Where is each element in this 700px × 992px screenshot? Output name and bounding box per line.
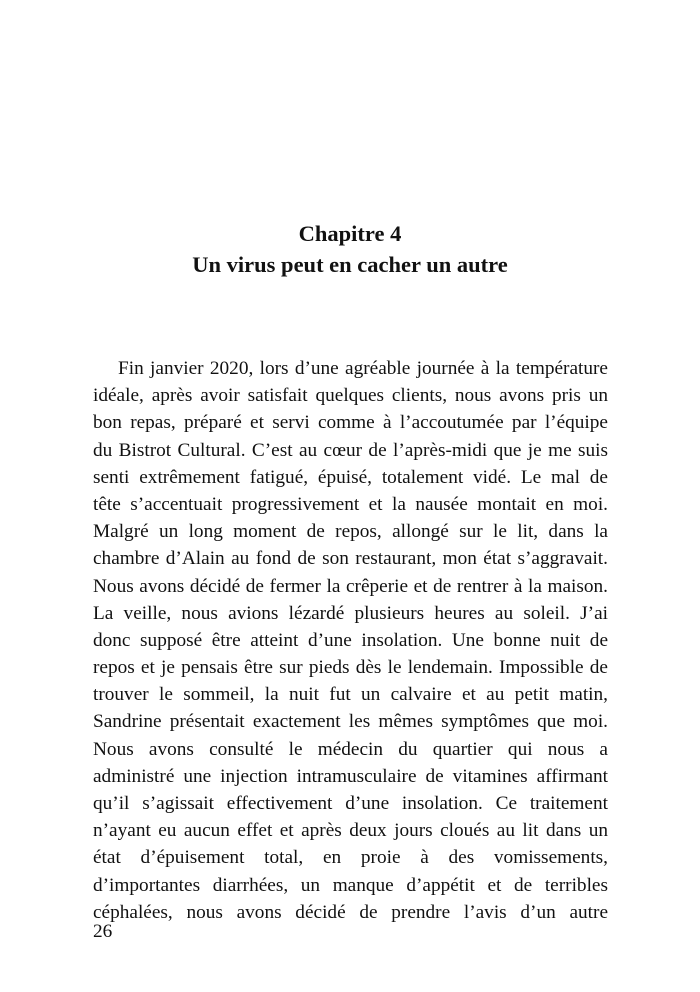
text-line: tête s’accentuait progressivement et la nausée montait en moi. bbox=[93, 493, 608, 515]
text-line: chambre d’Alain au fond de son restaurant, mon état s’aggravait. bbox=[93, 548, 608, 570]
text-line: du Bistrot Cultural. C’est au cœur de l’après-midi que je me suis bbox=[93, 439, 608, 461]
text-line: donc supposé être atteint d’une insolation. Une bonne nuit de bbox=[93, 629, 608, 651]
text-line: d’importantes diarrhées, un manque d’appétit et de terribles bbox=[93, 874, 608, 896]
text-line: Nous avons décidé de fermer la crêperie et de rentrer à la maison. bbox=[93, 575, 608, 597]
text-line: état d’épuisement total, en proie à des vomissements, bbox=[93, 847, 608, 869]
text-line: qu’il s’agissait effectivement d’une insolation. Ce traitement bbox=[93, 793, 608, 814]
text-line: senti extrêmement fatigué, épuisé, totalement vidé. Le mal de bbox=[93, 466, 608, 488]
text-line: n’ayant eu aucun effet et après deux jours cloués au lit dans un bbox=[93, 820, 608, 842]
text-line: Fin janvier 2020, lors d’une agréable journée à la température bbox=[118, 358, 608, 379]
text-line: La veille, nous avions lézardé plusieurs heures au soleil. J’ai bbox=[93, 602, 608, 624]
text-line: Sandrine présentait exactement les mêmes symptômes que moi. bbox=[93, 711, 608, 733]
text-line: trouver le sommeil, la nuit fut un calvaire et au petit matin, bbox=[93, 684, 608, 706]
text-line: céphalées, nous avons décidé de prendre l’avis d’un autre bbox=[93, 901, 608, 923]
text-line: administré une injection intramusculaire de vitamines affirmant bbox=[93, 765, 608, 787]
chapter-number: Chapitre 4 bbox=[298, 221, 402, 246]
text-line: Nous avons consulté le médecin du quartier qui nous a bbox=[93, 738, 608, 760]
text-line: repos et je pensais être sur pieds dès le lendemain. Impossible de bbox=[93, 657, 608, 679]
body-paragraph bbox=[93, 355, 608, 926]
chapter-title: Un virus peut en cacher un autre bbox=[192, 252, 508, 277]
page-number: 26 bbox=[93, 921, 113, 942]
text-line: idéale, après avoir satisfait quelques clients, nous avons pris un bbox=[93, 385, 608, 407]
text-line: bon repas, préparé et servi comme à l’accoutumée par l’équipe bbox=[93, 412, 608, 434]
chapter-heading bbox=[0, 218, 700, 280]
text-line: Malgré un long moment de repos, allongé sur le lit, dans la bbox=[93, 521, 608, 543]
